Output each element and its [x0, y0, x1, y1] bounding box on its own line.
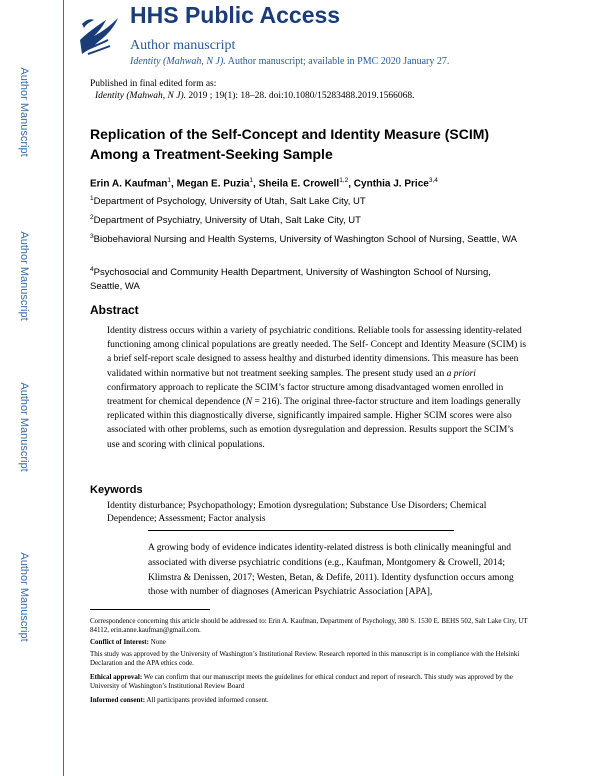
manuscript-label: Author manuscript	[130, 38, 236, 53]
affiliation-marker: 2	[90, 214, 94, 221]
sidebar	[6, 0, 42, 776]
affiliation-marker: 1	[90, 195, 94, 202]
author-name: Megan E. Puzia	[176, 178, 250, 190]
abstract-heading: Abstract	[90, 303, 139, 317]
citation-journal: Identity (Mahwah, N J).	[95, 91, 187, 101]
abstract-text: Identity distress occurs within a variety of psychiatric conditions. Reliable tools for assessing identity-related functioning among clinical populations are greatly needed. The Self- Concept and Identity Measure (SCIM) is a brief self-report scale designed to assess healthy and disturbed identity dimensions. This measure has been validated within normative but not treatment seeking samples. The present study used an a priori confirmatory approach to replicate the SCIM’s factor structure among disadvantaged women enrolled in treatment for chemical dependence (N = 216). The original three-factor structure and item loadings generally replicated within this diagnostically diverse, significantly impaired sample. Higher SCIM scores were also associated with other problems, such as emotion dysregulation and depression. Results support the SCIM’s use and scoring with clinical populations.	[107, 326, 527, 450]
affiliation	[90, 192, 520, 209]
author-name: Cynthia J. Price	[353, 178, 429, 190]
approval-note: This study was approved by the University of Washington’s Institutional Review. Research reported in this manuscript is in compliance with the Helsinki Declaration and the APA ethics code.	[90, 650, 520, 667]
sidebar-divider	[63, 0, 64, 776]
affiliation-text: Biobehavioral Nursing and Health Systems, University of Washington School of Nursing, Seattle, WA	[93, 234, 517, 246]
availability-text: Author manuscript; available in PMC 2020 January 27.	[225, 56, 450, 67]
affiliation	[90, 263, 520, 294]
section-divider	[148, 530, 454, 531]
affiliation-text: Psychosocial and Community Health Department, University of Washington School of Nursing, Seattle, WA	[90, 267, 491, 293]
keywords-text: Identity disturbance; Psychopathology; Emotion dysregulation; Substance Use Disorders; Chemical Dependence; Assessment; Factor analysis	[107, 501, 487, 524]
affiliation	[90, 230, 520, 247]
publication-label: Published in final edited form as:	[90, 79, 217, 89]
availability-journal: Identity (Mahwah, N J).	[130, 56, 226, 67]
affiliation-marker: 4	[90, 266, 94, 273]
availability-line	[130, 56, 449, 67]
sidebar-label: Author Manuscript	[18, 552, 30, 642]
footnote-divider	[90, 609, 210, 610]
ethical-approval-note: Ethical approval: We can confirm that our manuscript meets the guidelines for ethical conduct and report of research. This study was approved by the University of Washington’s Institutional Review Board	[90, 673, 513, 690]
informed-consent-note: Informed consent: All participants provided informed consent.	[90, 696, 269, 704]
body-paragraph: A growing body of evidence indicates identity-related distress is both clinically meaningful and associated with diverse psychiatric conditions (e.g., Kaufman, Montgomery & Crowell, 2014; Klimstra & Denissen, 2017; Westen, Betan, & Defife, 2011). Identity dysfunction occurs among those with number of diagnoses (American Psychiatric Association [APA],	[148, 543, 514, 598]
publication-citation	[95, 91, 415, 101]
page-title: HHS Public Access	[130, 2, 341, 28]
author-affiliation-marker: 1,2	[339, 177, 349, 184]
sidebar-label: Author Manuscript	[18, 382, 30, 472]
author-name: Sheila E. Crowell	[258, 178, 340, 190]
conflict-note: Conflict of Interest: None	[90, 638, 166, 646]
affiliation	[90, 211, 520, 228]
author-affiliation-marker: 3,4	[428, 177, 438, 184]
correspondence-note: Correspondence concerning this article should be addressed to: Erin A. Kaufman, Department of Psychology, 380 S. 1530 E. BEHS 502, Salt Lake City, UT 84112, erin.anne.kaufman@gmail.com.	[90, 617, 528, 634]
affiliation-text: Department of Psychiatry, University of Utah, Salt Lake City, UT	[93, 215, 361, 227]
hhs-eagle-logo-icon	[76, 10, 122, 60]
affiliation-marker: 3	[90, 233, 94, 240]
citation-details: 2019 ; 19(1): 18–28. doi:10.1080/15283488.2019.1566068.	[186, 91, 415, 101]
sidebar-label: Author Manuscript	[18, 67, 30, 157]
article-title: Replication of the Self-Concept and Identity Measure (SCIM) Among a Treatment-Seeking Sample	[90, 126, 490, 162]
affiliation-text: Department of Psychology, University of Utah, Salt Lake City, UT	[93, 196, 366, 208]
keywords-heading: Keywords	[90, 484, 143, 496]
author-name: Erin A. Kaufman	[90, 178, 168, 190]
author-list: Erin A. Kaufman$^1$, Megan E. Puzia$^1$, Sheila E. Crowell$^{1,2}$, Cynthia J. Price$^{3,4}$	[90, 177, 438, 190]
sidebar-label: Author Manuscript	[18, 231, 30, 321]
author-affiliation-marker: 1	[249, 177, 254, 184]
author-affiliation-marker: 1	[167, 177, 172, 184]
